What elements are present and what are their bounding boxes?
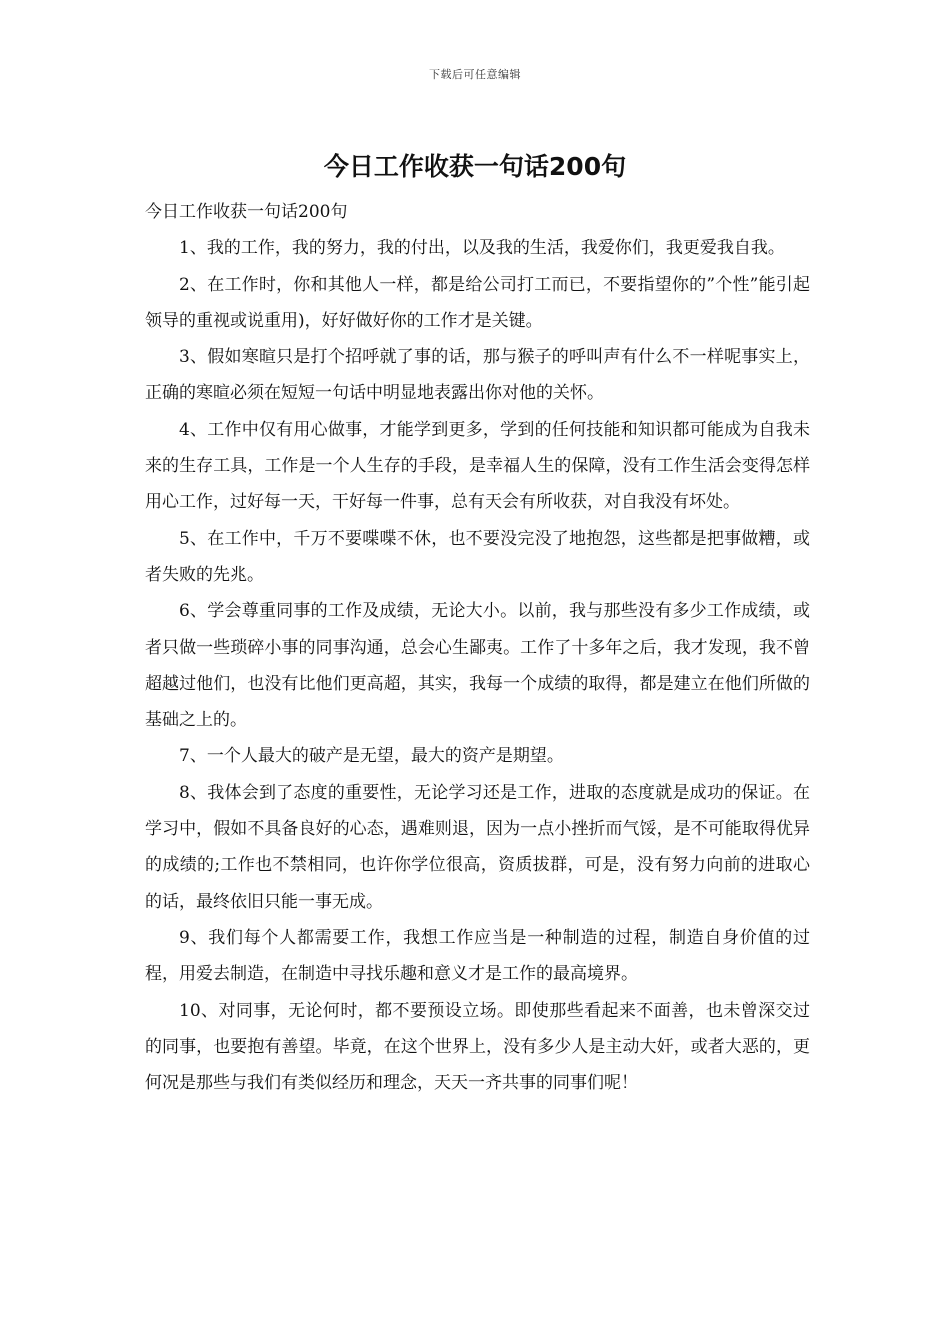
paragraph-4: 4、工作中仅有用心做事，才能学到更多，学到的任何技能和知识都可能成为自我未来的生存工具，工作是一个人生存的手段，是幸福人生的保障，没有工作生活会变得怎样用心工作，过好每一天，干好每一件事，总有天会有所收获，对自我没有坏处。 (145, 419, 810, 513)
paragraph-3: 3、假如寒暄只是打个招呼就了事的话，那与猴子的呼叫声有什么不一样呢事实上，正确的寒暄必须在短短一句话中明显地表露出你对他的关怀。 (145, 347, 810, 404)
paragraph-6: 6、学会尊重同事的工作及成绩，无论大小。以前，我与那些没有多少工作成绩，或者只做一些琐碎小事的同事沟通，总会心生鄙夷。工作了十多年之后，我才发现，我不曾超越过他们，也没有比他们更高超，其实，我每一个成绩的取得，都是建立在他们所做的基础之上的。 (145, 601, 810, 731)
paragraph-8: 8、我体会到了态度的重要性，无论学习还是工作，进取的态度就是成功的保证。在学习中，假如不具备良好的心态，遇难则退，因为一点小挫折而气馁，是不可能取得优异的成绩的;工作也不禁相同，也许你学位很高，资质拔群，可是，没有努力向前的进取心的话，最终依旧只能一事无成。 (145, 782, 810, 912)
paragraph-10: 10、对同事，无论何时，都不要预设立场。即使那些看起来不面善，也未曾深交过的同事，也要抱有善望。毕竟，在这个世界上，没有多少人是主动大奸，或者大恶的，更何况是那些与我们有类似经历和理念，天天一齐共事的同事们呢！ (145, 1000, 810, 1094)
document-title: 今日工作收获一句话200句 (323, 152, 627, 181)
paragraph-5: 5、在工作中，千万不要喋喋不休，也不要没完没了地抱怨，这些都是把事做糟，或者失败的先兆。 (145, 528, 810, 585)
document-body (145, 194, 810, 1101)
document-subtitle: 今日工作收获一句话200句 (145, 202, 348, 222)
paragraph-1: 1、我的工作，我的努力，我的付出，以及我的生活，我爱你们，我更爱我自我。 (179, 238, 785, 259)
paragraph-7: 7、一个人最大的破产是无望，最大的资产是期望。 (179, 746, 564, 767)
header-note: 下载后可任意编辑 (429, 68, 521, 81)
paragraph-9: 9、我们每个人都需要工作，我想工作应当是一种制造的过程，制造自身价值的过程，用爱去制造，在制造中寻找乐趣和意义才是工作的最高境界。 (145, 927, 810, 985)
paragraph-2: 2、在工作时，你和其他人一样，都是给公司打工而已，不要指望你的”个性”能引起领导的重视或说重用)，好好做好你的工作才是关键。 (145, 274, 810, 331)
